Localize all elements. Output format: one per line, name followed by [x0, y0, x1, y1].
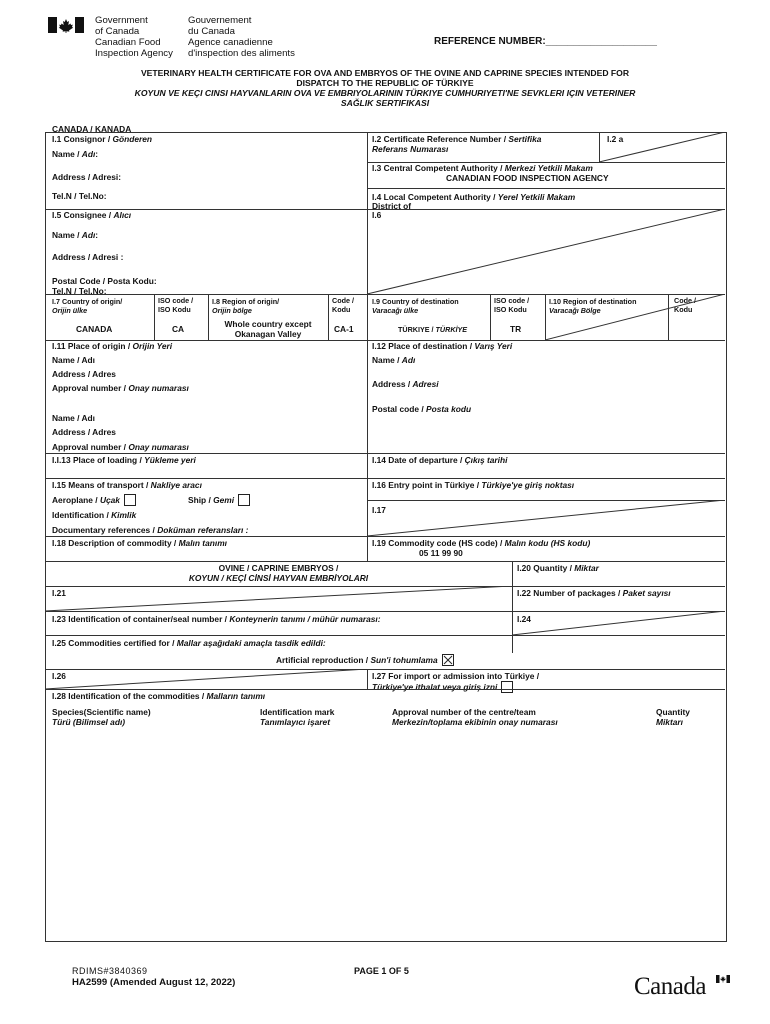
destination-postal-label: Postal code / Posta kodu [372, 404, 472, 414]
consignor-tel-label: Tel.N / Tel.No: [52, 191, 107, 201]
transport-label: I.15 Means of transport / Nakliye aracı [52, 480, 202, 490]
origin-approval2-label: Approval number / Onay numarası [52, 442, 189, 452]
country-origin-value: CANADA [76, 324, 113, 334]
aeroplane-option: Aeroplane / Uçak [52, 495, 136, 507]
commodities-identification-label: I.28 Identification of the commodities / Malların tanımı [52, 691, 266, 701]
consignor-address-label: Address / Adresi: [52, 172, 122, 182]
gov-fr-name: Gouvernement du Canada [188, 15, 252, 37]
ship-checkbox[interactable] [238, 494, 250, 506]
field-i2a: I.2 a [607, 134, 624, 144]
consignee-tel-label: Tel.N / Tel.No: [52, 286, 107, 296]
commodity-description-label: I.18 Description of commodity / Malın tanımı [52, 538, 227, 548]
aeroplane-checkbox[interactable] [124, 494, 136, 506]
field-i6: I.6 [372, 210, 382, 220]
region-origin-value: Whole country except Okanagan Valley [224, 319, 312, 339]
origin-name2-label: Name / Adı [52, 413, 95, 423]
field-i24: I.24 [517, 614, 531, 624]
consignor-name-label: Name / Adı: [52, 149, 99, 159]
place-loading-label: I.I.13 Place of loading / Yükleme yeri [52, 455, 196, 465]
iso-code-origin-label: ISO code / ISO Kodu [158, 296, 194, 314]
field-i17: I.17 [372, 505, 386, 515]
quantity-label: I.20 Quantity / Miktar [517, 563, 599, 573]
document-title: VETERINARY HEALTH CERTIFICATE FOR OVA AND EMBRYOS OF THE OVINE AND CAPRINE SPECIES INTENDED FOR DISPATCH TO THE REPUBLIC OF TÜRKIYE KOYUN VE KEÇI CINSI HAYVANLARIN OVA VE EMBRIYOLARININ TÜRKIYE CUMHURIYETI'NE SEVKLERI IÇIN VETERINER SAĞLIK SERTIFIKASI [134, 68, 636, 108]
import-admission-checkbox[interactable] [501, 681, 513, 693]
cfia-en-name: Canadian Food Inspection Agency [95, 37, 173, 59]
commodity-code-value: 05 11 99 90 [419, 548, 463, 558]
code-origin-value: CA-1 [334, 324, 354, 334]
documentary-references-label: Documentary references / Doküman referansları : [52, 525, 249, 535]
i26-strike [45, 669, 367, 689]
consignee-name-label: Name / Adı: [52, 230, 99, 240]
page-number: PAGE 1 OF 5 [354, 966, 409, 976]
iso-destination-value: TR [510, 324, 522, 334]
gov-en-name: Government of Canada [95, 15, 148, 37]
i2a-strike [599, 132, 725, 162]
commodity-description-value: OVINE / CAPRINE EMBRYOS / KOYUN / KEÇİ CİNSİ HAYVAN EMBRİYOLARI [188, 563, 369, 583]
cert-ref-label-tr: Referans Numarası [372, 144, 449, 154]
destination-name-label: Name / Adı [372, 355, 416, 365]
i10-strike [545, 294, 725, 340]
origin-name-label: Name / Adı [52, 355, 95, 365]
wordmark-flag-icon [716, 975, 730, 983]
country-destination-label: I.9 Country of destination Varacağı ülke [372, 297, 459, 315]
reference-number-label: REFERENCE NUMBER:____________________ [434, 36, 657, 47]
cfia-fr-name: Agence canadienne d'inspection des aliments [188, 37, 295, 59]
consignor-label: I.1 Consignor / Gönderen [52, 134, 153, 144]
consignee-address-label: Address / Adresi : [52, 252, 124, 262]
local-authority-label: I.4 Local Competent Authority / Yerel Yetkili Makam [372, 192, 576, 202]
consignee-postal-label: Postal Code / Posta Kodu: [52, 276, 157, 286]
number-packages-label: I.22 Number of packages / Paket sayısı [517, 588, 671, 598]
local-authority-value: District of [372, 201, 412, 211]
code-origin-label: Code / Kodu [332, 296, 354, 314]
region-destination-label: I.10 Region of destination Varacağı Bölge [549, 297, 637, 315]
ship-option: Ship / Gemi [188, 495, 250, 507]
code-destination-label: Code / Kodu [674, 296, 696, 314]
identification-label: Identification / Kimlik [52, 510, 137, 520]
entry-point-label: I.16 Entry point in Türkiye / Türkiye'ye giriş noktası [372, 480, 575, 490]
iso-origin-value: CA [172, 324, 185, 334]
field-i21: I.21 [52, 588, 66, 598]
col-quantity: Quantity Miktarı [656, 707, 690, 727]
import-admission-label-tr: Türkiye'ye ithalat veya giriş izni [372, 682, 513, 694]
i24-strike [512, 611, 725, 635]
place-destination-label: I.12 Place of destination / Varış Yeri [372, 341, 513, 351]
col-approval-number: Approval number of the centre/team Merkezin/toplama ekibinin onay numarası [392, 707, 558, 727]
import-admission-label: I.27 For import or admission into Türkiye / [372, 671, 540, 681]
commodities-certified-label: I.25 Commodities certified for / Mallar aşağıdaki amaçla tasdik edildi: [52, 638, 326, 648]
country-origin-label: I.7 Country of origin/ Orijin ülke [52, 297, 123, 315]
iso-code-destination-label: ISO code / ISO Kodu [494, 296, 530, 314]
consignee-label: I.5 Consignee / Alıcı [52, 210, 132, 220]
destination-address-label: Address / Adresi [372, 379, 439, 389]
commodity-code-label: I.19 Commodity code (HS code) / Malın kodu (HS kodu) [372, 538, 591, 548]
central-authority-value: CANADIAN FOOD INSPECTION AGENCY [446, 173, 609, 183]
form-number: HA2599 (Amended August 12, 2022) [72, 977, 236, 988]
i21-strike [45, 586, 512, 611]
field-i26: I.26 [52, 671, 66, 681]
canada-flag-logo [48, 17, 84, 33]
canada-wordmark: Canada [634, 973, 730, 1001]
container-seal-label: I.23 Identification of container/seal number / Konteynerin tanımı / mühür numarası: [52, 614, 381, 624]
place-origin-label: I.11 Place of origin / Orijin Yeri [52, 341, 173, 351]
country-heading: CANADA / KANADA [52, 124, 132, 134]
origin-approval-label: Approval number / Onay numarası [52, 383, 189, 393]
artificial-reproduction-checkbox[interactable] [442, 654, 454, 666]
region-origin-label: I.8 Region of origin/ Orijin bölge [212, 297, 280, 315]
country-destination-value: TÜRKIYE / TÜRKİYE [398, 325, 468, 334]
col-species: Species(Scientific name) Türü (Bilimsel adı) [52, 707, 151, 727]
artificial-reproduction-option: Artificial reproduction / Sun'i tohumlama [276, 655, 454, 667]
i6-strike [367, 209, 725, 294]
cert-ref-label: I.2 Certificate Reference Number / Sertifika [372, 134, 542, 144]
rdims-number: RDIMS#3840369 [72, 966, 148, 976]
i17-strike [367, 500, 725, 536]
central-authority-label: I.3 Central Competent Authority / Merkezi Yetkili Makam [372, 163, 593, 173]
date-departure-label: I.14 Date of departure / Çıkış tarihi [372, 455, 508, 465]
col-identification-mark: Identification mark Tanımlayıcı işaret [260, 707, 335, 727]
origin-address2-label: Address / Adres [52, 427, 116, 437]
origin-address-label: Address / Adres [52, 369, 116, 379]
